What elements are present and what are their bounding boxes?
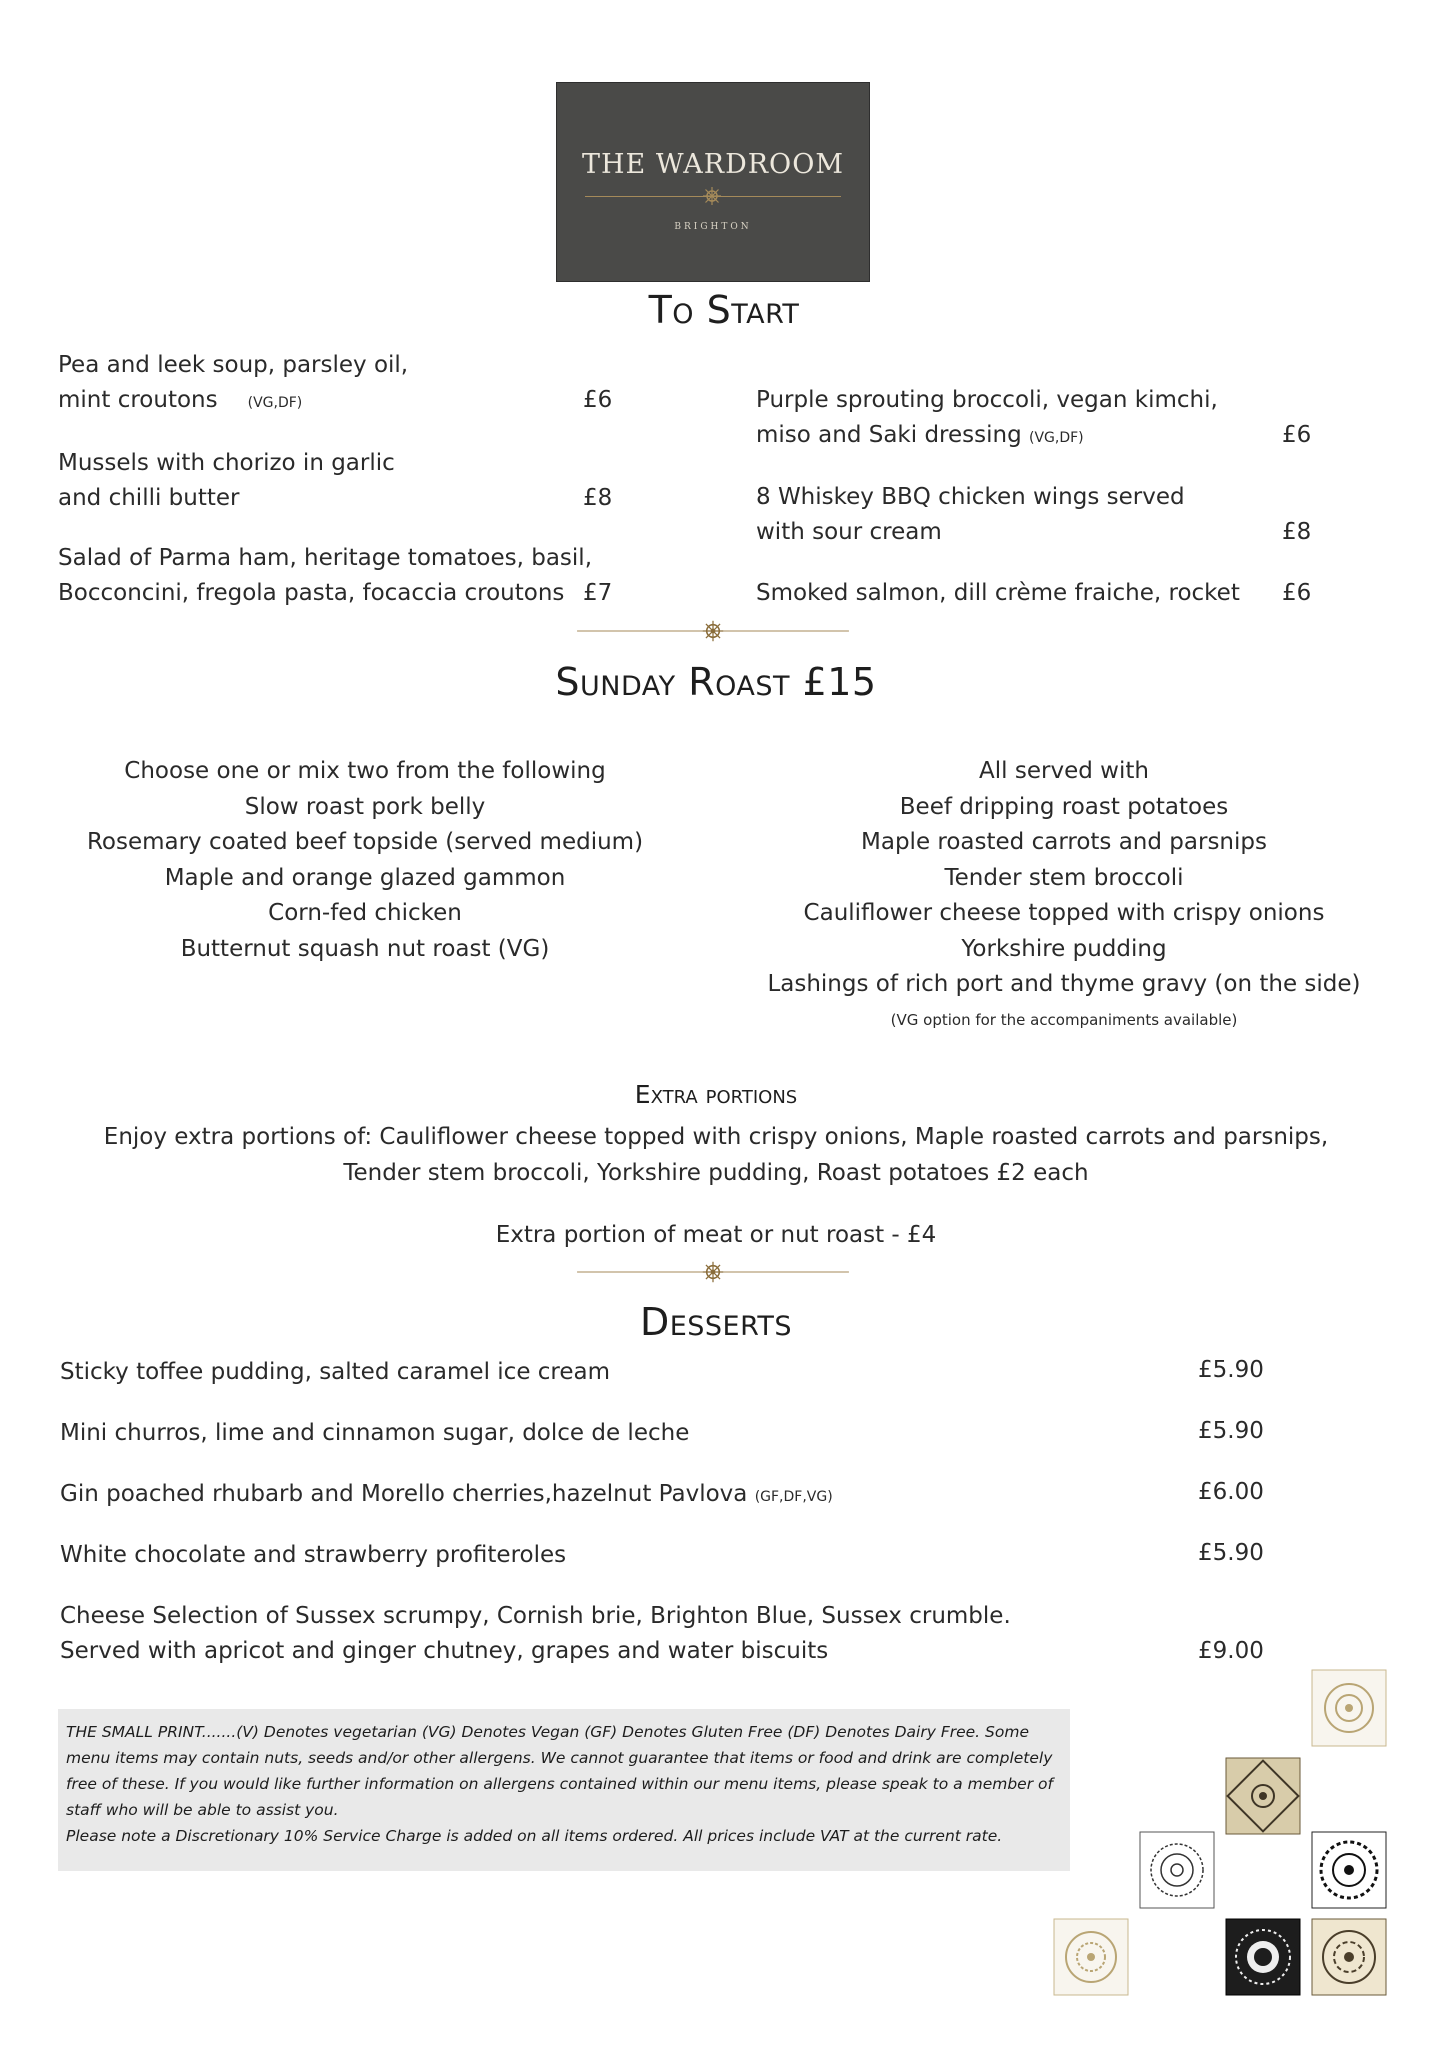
starter-item: [756, 480, 1185, 550]
small-print-line: Please note a Discretionary 10% Service Charge is added on all items ordered. All prices include VAT at the current rate.: [66, 1827, 1003, 1845]
small-print-line: menu items may contain nuts, seeds and/or other allergens. We cannot guarantee that items or food and drink are completely: [66, 1749, 1053, 1767]
starter-text: miso and Saki dressing: [756, 422, 1022, 448]
roast-accompaniments: [760, 754, 1368, 1038]
starter-line: [58, 383, 408, 421]
small-print-line: free of these. If you would like further information on allergens contained within our menu items, please speak to a member of: [66, 1775, 1053, 1793]
dessert-price: £5.90: [1198, 1357, 1264, 1383]
dessert-item: White chocolate and strawberry profiteroles: [60, 1542, 567, 1568]
dessert-line: Cheese Selection of Sussex scrumpy, Cornish brie, Brighton Blue, Sussex crumble.: [60, 1603, 1011, 1629]
roast-choice: Maple and orange glazed gammon: [164, 864, 566, 891]
starter-line: with sour cream: [756, 519, 942, 545]
starter-text: mint croutons: [58, 387, 218, 413]
dessert-item: [60, 1477, 833, 1515]
decorative-tile: [1138, 1830, 1216, 1910]
dessert-price: £5.90: [1198, 1418, 1264, 1444]
dessert-item: [60, 1599, 1011, 1669]
accompaniments-title: All served with: [979, 758, 1149, 784]
ornamental-divider: [540, 1261, 886, 1283]
starter-item: [58, 446, 395, 516]
roast-choice: Corn-fed chicken: [268, 900, 462, 926]
starter-line: Mussels with chorizo in garlic: [58, 450, 395, 476]
desserts-heading: Desserts: [639, 1300, 793, 1344]
accompaniment: Beef dripping roast potatoes: [899, 793, 1229, 820]
starter-price: £6: [583, 387, 613, 413]
accompaniment: Yorkshire pudding: [961, 935, 1167, 962]
logo-city: BRIGHTON: [674, 222, 752, 232]
roast-choice: Rosemary coated beef topside (served medium): [86, 829, 644, 855]
roast-choice: Butternut squash nut roast (VG): [180, 935, 550, 962]
sunday-roast-heading: Sunday Roast £15: [555, 660, 877, 704]
starter-price: £7: [583, 580, 613, 606]
roast-choices-title: Choose one or mix two from the following: [124, 758, 606, 784]
vegan-option-note: (VG option for the accompaniments available): [890, 1010, 1238, 1029]
diet-tag: (GF,DF,VG): [754, 1489, 833, 1505]
dessert-item: Mini churros, lime and cinnamon sugar, dolce de leche: [60, 1420, 690, 1446]
accompaniment: Lashings of rich port and thyme gravy (on the side): [767, 971, 1361, 997]
small-print-line: THE SMALL PRINT.......(V) Denotes vegetarian (VG) Denotes Vegan (GF) Denotes Gluten Free (DF) Denotes Dairy Free. Some: [66, 1723, 1029, 1741]
dessert-price: £6.00: [1198, 1479, 1264, 1505]
small-print-box: [58, 1709, 1070, 1871]
logo-name: THE WARDROOM: [582, 149, 844, 180]
decorative-tile: [1310, 1917, 1388, 1997]
roast-choice: Slow roast pork belly: [244, 793, 486, 820]
decorative-tile: [1224, 1917, 1302, 1997]
decorative-tile: [1310, 1830, 1388, 1910]
starter-price: £6: [1282, 580, 1312, 606]
dessert-text: Gin poached rhubarb and Morello cherries,hazelnut Pavlova: [60, 1481, 748, 1507]
starter-price: £8: [1282, 519, 1312, 545]
restaurant-logo: [556, 82, 870, 282]
decorative-tile: [1224, 1756, 1302, 1836]
extra-portions-line: Tender stem broccoli, Yorkshire pudding, Roast potatoes £2 each: [343, 1159, 1089, 1186]
decorative-tile: [1310, 1668, 1388, 1748]
starter-line: and chilli butter: [58, 485, 240, 511]
dessert-item: Sticky toffee pudding, salted caramel ice cream: [60, 1359, 611, 1385]
ornamental-divider: [540, 620, 886, 642]
starter-line: Purple sprouting broccoli, vegan kimchi,: [756, 387, 1218, 413]
starter-line: [756, 418, 1218, 456]
starter-item: [58, 541, 592, 611]
diet-tag: (VG,DF): [247, 395, 303, 411]
starter-line: Pea and leek soup, parsley oil,: [58, 352, 409, 378]
to-start-heading: To Start: [648, 288, 800, 332]
extra-meat-line: Extra portion of meat or nut roast - £4: [495, 1222, 937, 1248]
ship-wheel-icon: [702, 186, 722, 206]
decorative-tile: [1052, 1917, 1130, 1997]
roast-choices: [60, 754, 670, 967]
starter-item: [756, 383, 1218, 456]
accompaniment: Maple roasted carrots and parsnips: [861, 829, 1267, 855]
starter-item: Smoked salmon, dill crème fraiche, rocket: [756, 580, 1240, 606]
extra-portions-text: [0, 1120, 1432, 1191]
starter-price: £6: [1282, 422, 1312, 448]
diet-tag: (VG,DF): [1029, 430, 1084, 446]
extra-portions-heading: Extra portions: [634, 1080, 798, 1109]
starter-line: 8 Whiskey BBQ chicken wings served: [756, 484, 1185, 510]
dessert-price: £9.00: [1198, 1638, 1264, 1664]
small-print-line: staff who will be able to assist you.: [66, 1801, 339, 1819]
starter-line: Bocconcini, fregola pasta, focaccia croutons: [58, 580, 565, 606]
accompaniment: Cauliflower cheese topped with crispy onions: [803, 900, 1325, 926]
dessert-line: Served with apricot and ginger chutney, grapes and water biscuits: [60, 1638, 829, 1664]
accompaniment: Tender stem broccoli: [944, 864, 1184, 891]
starter-line: Salad of Parma ham, heritage tomatoes, basil,: [58, 545, 593, 571]
extra-portions-line: Enjoy extra portions of: Cauliflower cheese topped with crispy onions, Maple roasted carrots and parsnips,: [103, 1124, 1329, 1150]
starter-price: £8: [583, 485, 613, 511]
starter-item: [58, 348, 408, 421]
dessert-price: £5.90: [1198, 1540, 1264, 1566]
